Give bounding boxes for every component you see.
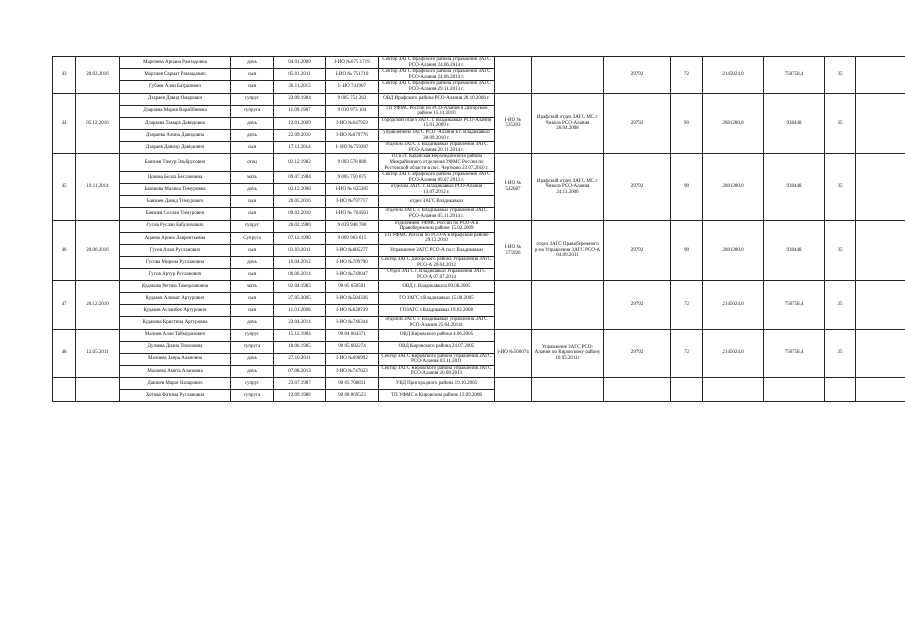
issued-by-cell: отдел ЗАГС Владикавказ (379, 196, 495, 208)
document-number-cell: 9 005 750 675 (326, 172, 379, 184)
cost-per-sqm-cell: 29792 (604, 329, 671, 377)
document-number-cell: I-ИО №584336 (326, 293, 379, 305)
document-number-cell: I-ИО №675 1719 (326, 57, 379, 69)
area-norm-cell: 90 (671, 93, 703, 154)
member-name-cell: Малиев Алан Таймуразович (120, 329, 231, 341)
area-norm-cell: 72 (671, 329, 703, 377)
issued-by-cell: ГО ЗАГС г.Владикавказ 15.08.2005 (379, 293, 495, 305)
subsidy-amount-cell: 750758,4 (764, 281, 825, 329)
issued-by-cell: отделом ЗАГС г. Владикавказ управления ЗАГС РСО-Алания 25.04.2014г. (379, 317, 495, 329)
birth-date-cell: 23.09.1984 (274, 93, 326, 105)
document-number-cell: I-ИО №797717 (326, 196, 379, 208)
registry-office-cell: отдел ЗАГС Правобережного р-на Управления ЗАГС РСО-А 04.09.2011 (532, 220, 604, 281)
birth-date-cell: 18.06.1985 (274, 341, 326, 353)
issued-by-cell: ТП в ст. Казанская Верхнедонского района Межрайонного отделения УФМС России по Ростовской области в пос. Чертково 23.07.2010 г. (379, 154, 495, 172)
family-number-cell: 48 (53, 329, 76, 377)
cost-per-sqm-cell: 29792 (604, 220, 671, 281)
registry-office-cell: Ирафский отдел ЗАГС МС г. Чикола РСО-Алания 26.04.2008 (532, 93, 604, 154)
issued-by-cell: ОВД Кировского района 24.07.2005 (379, 341, 495, 353)
member-name-cell: Кудаков Асланбек Артурович (120, 305, 231, 317)
relation-cell: сын (231, 196, 274, 208)
birth-date-cell: 17.11.2014 (274, 142, 326, 154)
marriage-cert-cell: I-ИО № 575926 (495, 220, 532, 281)
issued-by-cell: Сектор ЗАГС Ирафского района управления ЗАГС РСО-Алания 29.11.2013 г. (379, 81, 495, 93)
table-row (53, 220, 905, 232)
subsidy-amount-cell: 750758,4 (764, 57, 825, 94)
birth-date-cell: 23.04.2014 (274, 317, 326, 329)
member-name-cell: Баязиева Малика Тимуровна (120, 184, 231, 196)
registry-office-cell (532, 281, 604, 329)
document-number-cell: 90 08 869523 (326, 389, 379, 401)
document-page (52, 56, 855, 576)
relation-cell: супруг (231, 220, 274, 232)
subsidy-percent-cell: 35 (825, 281, 856, 329)
document-number-cell: I-ИО №709790 (326, 257, 379, 269)
cost-per-sqm-cell: 29792 (604, 57, 671, 94)
total-cost-cell: 2681280,0 (703, 220, 764, 281)
notes-cell (856, 220, 905, 281)
issued-by-cell: ТП УФМС в Кировском районе 12.09.2008 (379, 389, 495, 401)
document-number-cell: 90 05 682274 (326, 341, 379, 353)
application-date-cell: 12.05.2011 (76, 329, 120, 377)
issued-by-cell: управлением ЗАГС РСО -Алания в г. Владикавказ 28.09.2010 г. (379, 129, 495, 141)
document-number-cell: 9 010 973 104 (326, 105, 379, 117)
notes-cell (856, 377, 905, 401)
issued-by-cell: ТП УФМС России по РСО-Алания в Дигорском районе 15.11.2010 (379, 105, 495, 117)
member-name-cell: Дашиев Марат Назарович (120, 377, 231, 389)
issued-by-cell: Сектор ЗАГС Ирафского района управления ЗАГС РСО-Алания 24.06.2014 г. (379, 57, 495, 69)
total-cost-cell: 2145024,0 (703, 57, 764, 94)
relation-cell: супруга (231, 389, 274, 401)
birth-date-cell: 02.04.1983 (274, 281, 326, 293)
relation-cell: сын (231, 245, 274, 257)
birth-date-cell: 11.09.1987 (274, 105, 326, 117)
issued-by-cell: Сектор ЗАГС Ирафского района управления ЗАГС РСО-Алания 24.06.2014 г. (379, 69, 495, 81)
relation-cell: дочь (231, 353, 274, 365)
member-name-cell: Кудакова Регина Тамерлановна (120, 281, 231, 293)
member-name-cell: Дзараева Мария Вараббиевна (120, 105, 231, 117)
birth-date-cell: 03.03.2011 (274, 245, 326, 257)
document-number-cell: I-ИО № 625385 (326, 184, 379, 196)
table-row (53, 57, 905, 69)
family-number-cell: 43 (53, 57, 76, 94)
issued-by-cell: Городской отдел ЗАГС г. Владикавказ РСО-Алания 15.01.2009 г. (379, 117, 495, 129)
cost-per-sqm-cell (604, 377, 671, 401)
member-name-cell: Маргиева Ариана Рамзадовна (120, 57, 231, 69)
subsidy-percent-cell: 35 (825, 154, 856, 220)
member-name-cell: Гусов Артур Русланович (120, 269, 231, 281)
notes-cell (856, 329, 905, 377)
member-name-cell: Ацаева Арина Лаврентьевна (120, 232, 231, 244)
relation-cell: супруг (231, 377, 274, 389)
relation-cell: дочь (231, 365, 274, 377)
document-number-cell: 9 005 751 262 (326, 93, 379, 105)
relation-cell: сын (231, 142, 274, 154)
member-name-cell: Губаев Алан Батразович (120, 81, 231, 93)
issued-by-cell: Управление ЗАГС РСО-А по г. Владикавказ (379, 245, 495, 257)
notes-cell (856, 93, 905, 154)
family-number-cell: 44 (53, 93, 76, 154)
birth-date-cell: 23.07.1987 (274, 377, 326, 389)
issued-by-cell: Отдел ЗАГС г. Владикавказ Управления ЗАГС РСО-А 07.07.2014 (379, 269, 495, 281)
member-name-cell: Хетова Фатима Руслановна (120, 389, 231, 401)
birth-date-cell: 02.12.1982 (274, 154, 326, 172)
issued-by-cell: Сектор ЗАГС Ирафского района управления ЗАГС РСО-Алания 09.07.2013 г. (379, 172, 495, 184)
marriage-cert-cell (495, 57, 532, 94)
relation-cell: дочь (231, 129, 274, 141)
relation-cell: супруга (231, 105, 274, 117)
member-name-cell: Маргиев Сармат Рамзадович (120, 69, 231, 81)
issued-by-cell: ОВД Ирафского района РСО-Алания 28.10.2006 г. (379, 93, 495, 105)
relation-cell: дочь (231, 117, 274, 129)
subsidy-amount-cell: 750758,4 (764, 329, 825, 377)
member-name-cell: Гусов Руслан Бабуличович (120, 220, 231, 232)
total-cost-cell: 2145024,0 (703, 329, 764, 377)
area-norm-cell: 72 (671, 281, 703, 329)
table-row (53, 281, 905, 293)
cost-per-sqm-cell: 29792 (604, 154, 671, 220)
relation-cell: сын (231, 208, 274, 220)
relation-cell: супруга (231, 341, 274, 353)
document-number-cell: I-ИО №696992 (326, 353, 379, 365)
family-number-cell: 46 (53, 220, 76, 281)
relation-cell: сын (231, 81, 274, 93)
birth-date-cell: 07.12.1990 (274, 232, 326, 244)
subsidy-percent-cell: 35 (825, 329, 856, 377)
family-number-cell (53, 377, 76, 401)
document-number-cell: I-ИО № 751710 (326, 69, 379, 81)
birth-date-cell: 12.01.2009 (274, 117, 326, 129)
relation-cell: сын (231, 305, 274, 317)
cost-per-sqm-cell: 29792 (604, 93, 671, 154)
birth-date-cell: 27.05.2005 (274, 293, 326, 305)
relation-cell: дочь (231, 257, 274, 269)
document-number-cell: I-ИО №749047 (326, 269, 379, 281)
cost-per-sqm-cell: 29792 (604, 281, 671, 329)
application-date-cell: 20.12.2010 (76, 281, 120, 329)
member-name-cell: Малиева Амета Алановна (120, 365, 231, 377)
member-name-cell: Баязиев Тимур Эльбрусович (120, 154, 231, 172)
document-number-cell: 9 039 948 780 (326, 220, 379, 232)
table-row (53, 154, 905, 172)
issued-by-cell: Сектор ЗАГС Кировского района управления ЗАГС РСО-Алания 20.08.2013 (379, 365, 495, 377)
relation-cell: мать (231, 281, 274, 293)
subsidy-amount-cell: 938448 (764, 93, 825, 154)
subsidy-amount-cell (764, 377, 825, 401)
issued-by-cell: УВД Пригородного района 19.10.2005 (379, 377, 495, 389)
issued-by-cell: отделом ЗАГС г. Владикавказ РСО-Алания 13.07.2012 г. (379, 184, 495, 196)
document-number-cell: 9 009 983 615 (326, 232, 379, 244)
notes-cell (856, 281, 905, 329)
application-date-cell (76, 377, 120, 401)
notes-cell (856, 57, 905, 94)
birth-date-cell: 06.06.2014 (274, 269, 326, 281)
relation-cell: супруг (231, 329, 274, 341)
registry-office-cell: Управление ЗАГС РСО-Алания по Кировскому району 10.05.2011г (532, 329, 604, 377)
member-name-cell: Дулаева Диана Томазовна (120, 341, 231, 353)
birth-date-cell: 09.07.1984 (274, 172, 326, 184)
birth-date-cell: 12.09.1988 (274, 389, 326, 401)
birth-date-cell: 22.09.2010 (274, 129, 326, 141)
registry-office-cell (532, 377, 604, 401)
total-cost-cell: 2681280,0 (703, 154, 764, 220)
registry-table (52, 56, 905, 402)
subsidy-percent-cell: 35 (825, 57, 856, 94)
area-norm-cell: 90 (671, 220, 703, 281)
relation-cell: мать (231, 172, 274, 184)
member-name-cell: Кудаков Алимат Артурович (120, 293, 231, 305)
table-row (53, 329, 905, 341)
subsidy-percent-cell (825, 377, 856, 401)
birth-date-cell: 05.01.2011 (274, 69, 326, 81)
birth-date-cell: 16.04.2012 (274, 257, 326, 269)
document-number-cell: I-ИО №746344 (326, 317, 379, 329)
issued-by-cell: ТП УФМС России по РСО-А в Ирафском районе 29.12.2010 (379, 232, 495, 244)
birth-date-cell: 04.01.2009 (274, 57, 326, 69)
member-name-cell: Гусов Алан Русланович (120, 245, 231, 257)
area-norm-cell (671, 377, 703, 401)
family-number-cell: 45 (53, 154, 76, 220)
birth-date-cell: 11.01.2008 (274, 305, 326, 317)
document-number-cell: I-ИО №679776 (326, 129, 379, 141)
relation-cell: дочь (231, 184, 274, 196)
document-number-cell: I-ИО №647959 (326, 117, 379, 129)
application-date-cell: 05.12.2016 (76, 93, 120, 154)
marriage-cert-cell (495, 377, 532, 401)
issued-by-cell: отделом ЗАГС г. Владикавказ управления ЗАГС РСО-Алания 05.11.2014 г. (379, 208, 495, 220)
document-number-cell: I-ИО №747623 (326, 365, 379, 377)
relation-cell: отец (231, 154, 274, 172)
document-number-cell: I-ИО №685277 (326, 245, 379, 257)
document-number-cell: 90 05 708831 (326, 377, 379, 389)
issued-by-cell: Сектор ЗАГС Дигорского района Управления ЗАГС РСО-А 20.04.2012 (379, 257, 495, 269)
issued-by-cell: ОВД Кировского района 4.06.2005 (379, 329, 495, 341)
birth-date-cell: 26.11.2013 (274, 81, 326, 93)
relation-cell: сын (231, 269, 274, 281)
application-date-cell: 20.06.2016 (76, 220, 120, 281)
subsidy-percent-cell: 35 (825, 220, 856, 281)
table-row (53, 93, 905, 105)
document-number-cell: 9 003 578 880 (326, 154, 379, 172)
relation-cell: сын (231, 293, 274, 305)
area-norm-cell: 90 (671, 154, 703, 220)
member-name-cell: Малиева Заира Алановна (120, 353, 231, 365)
member-name-cell: Дзараева Алина Давидовна (120, 129, 231, 141)
relation-cell: сын (231, 69, 274, 81)
member-name-cell: Цокова Белла Беслановна (120, 172, 231, 184)
birth-date-cell: 27.10.2011 (274, 353, 326, 365)
relation-cell: дочь (231, 57, 274, 69)
subsidy-amount-cell: 938448 (764, 220, 825, 281)
member-name-cell: Дзараев Давид Омарович (120, 93, 231, 105)
document-number-cell: 90 04 664371 (326, 329, 379, 341)
document-number-cell: I-ИО №628739 (326, 305, 379, 317)
issued-by-cell: Сектор ЗАГС Кировского района управления ЗАГС РСО-Алания 03.11.2011 (379, 353, 495, 365)
table-row (53, 377, 905, 389)
document-number-cell: I- ИО 741907 (326, 81, 379, 93)
marriage-cert-cell (495, 281, 532, 329)
relation-cell: Супруга (231, 232, 274, 244)
marriage-cert-cell: I-ИО №566074 (495, 329, 532, 377)
registry-office-cell: Ирафский отдел ЗАГС МС г. Чикола РСО-Алания 24.11.2006 (532, 154, 604, 220)
member-name-cell: Баязиев Сослан Тимурович (120, 208, 231, 220)
marriage-cert-cell: I-ИО № 542687 (495, 154, 532, 220)
document-number-cell: 90 05 650591 (326, 281, 379, 293)
member-name-cell: Кудакова Кристина Артуровна (120, 317, 231, 329)
issued-by-cell: отделением УФМС России по РСО-А в Правобережном районе 15.02.2009 (379, 220, 495, 232)
marriage-cert-cell: I-ИО № 535203 (495, 93, 532, 154)
birth-date-cell: 07.08.2013 (274, 365, 326, 377)
member-name-cell: Дзараева Тамара Давидовна (120, 117, 231, 129)
document-number-cell: I-ИО № 704561 (326, 208, 379, 220)
member-name-cell: Гусова Мирена Руслановна (120, 257, 231, 269)
member-name-cell: Дзараев Даниэр Давидович (120, 142, 231, 154)
subsidy-amount-cell: 938448 (764, 154, 825, 220)
relation-cell: дочь (231, 317, 274, 329)
birth-date-cell: 15.12.1984 (274, 329, 326, 341)
document-number-cell: I- ИО №759387 (326, 142, 379, 154)
total-cost-cell (703, 377, 764, 401)
total-cost-cell: 2145024,0 (703, 281, 764, 329)
notes-cell (856, 154, 905, 220)
total-cost-cell: 2681280,0 (703, 93, 764, 154)
member-name-cell: Баязиев Давид Тимурович (120, 196, 231, 208)
application-date-cell: 20.03.2016 (76, 57, 120, 94)
issued-by-cell: отделом ЗАГС г. Владикавказ управления ЗАГС РСО-Алания 20.11.2014 г. (379, 142, 495, 154)
registry-office-cell (532, 57, 604, 94)
area-norm-cell: 72 (671, 57, 703, 94)
birth-date-cell: 09.02.2010 (274, 208, 326, 220)
family-number-cell: 47 (53, 281, 76, 329)
birth-date-cell: 03.12.2008 (274, 184, 326, 196)
subsidy-percent-cell: 35 (825, 93, 856, 154)
application-date-cell: 19.11.2014 (76, 154, 120, 220)
issued-by-cell: ГОЗАГС г.Владикавказ 19.02.2008 (379, 305, 495, 317)
issued-by-cell: ОВД г. Владикавказа 09.08.2005 (379, 281, 495, 293)
birth-date-cell: 26.02.1980 (274, 220, 326, 232)
relation-cell: супруг (231, 93, 274, 105)
birth-date-cell: 20.05.2016 (274, 196, 326, 208)
